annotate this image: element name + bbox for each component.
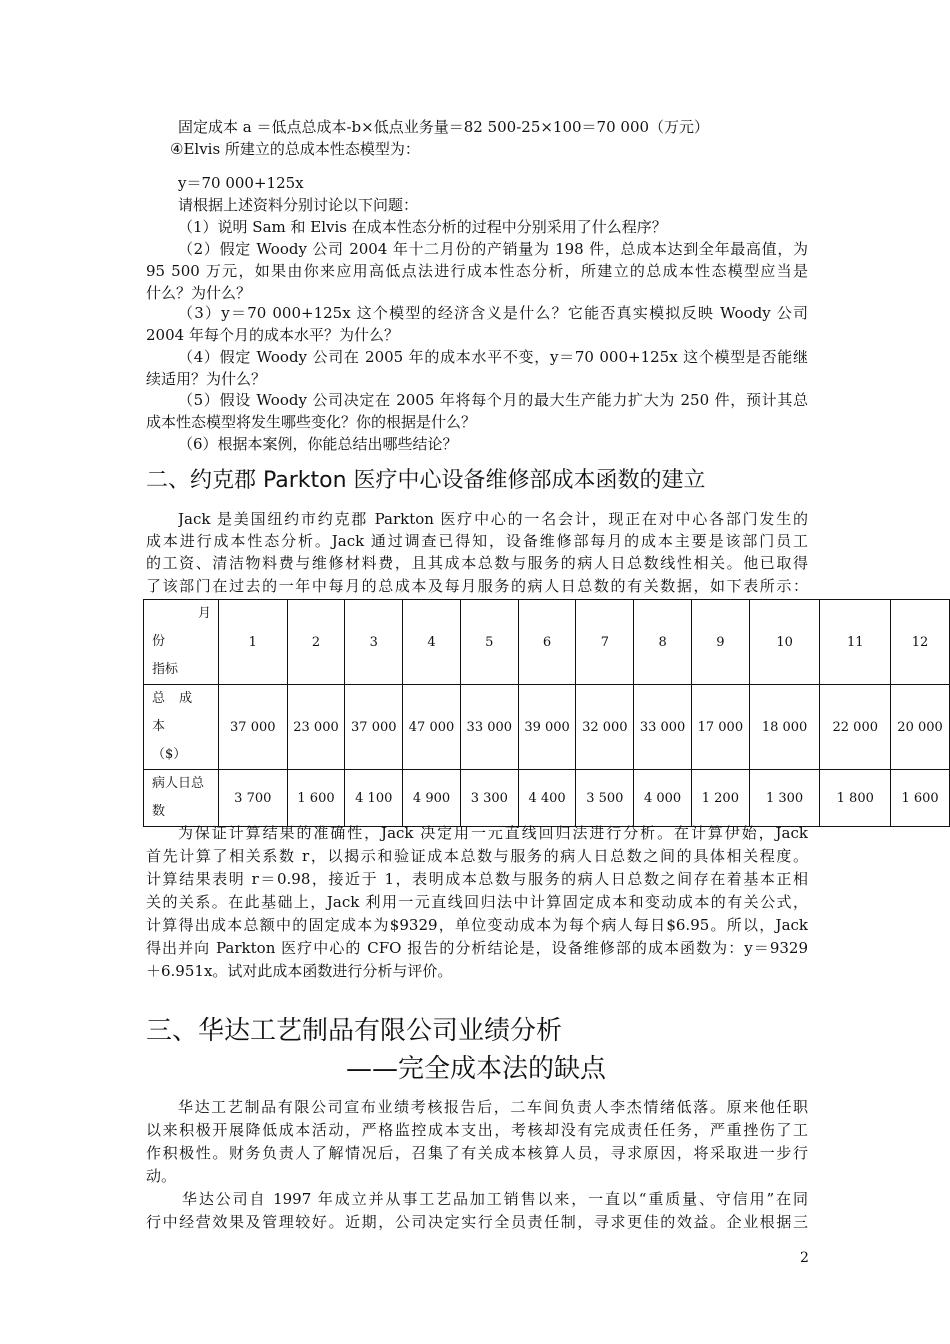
analysis-line: ＋6.951x。试对此成本函数进行分析与评价。 bbox=[146, 962, 453, 980]
table-row bbox=[144, 685, 950, 770]
elvis-model-label: ④Elvis 所建立的总成本性态模型为： bbox=[170, 140, 420, 158]
table-cell: 22 000 bbox=[820, 685, 891, 770]
month-header-cell: 11 bbox=[820, 600, 891, 685]
table-cell: 1 300 bbox=[749, 770, 820, 827]
row-label-text: 病人日总 bbox=[152, 776, 205, 791]
table-cell: 32 000 bbox=[576, 685, 634, 770]
table-cell: 47 000 bbox=[403, 685, 461, 770]
section-3-para1-line: 华达工艺制品有限公司宣布业绩考核报告后，二车间负责人李杰情绪低落。原来他任职 bbox=[178, 1098, 808, 1116]
month-header-cell: 10 bbox=[749, 600, 820, 685]
analysis-line: 得出并向 Parkton 医疗中心的 CFO 报告的分析结论是，设备维修部的成本函数为：y＝9329 bbox=[146, 939, 808, 957]
table-cell: 1 200 bbox=[691, 770, 749, 827]
section-2-intro-line: 成本进行成本性态分析。Jack 通过调查已得知，设备维修部每月的成本主要是该部门员工 bbox=[146, 532, 808, 550]
section-3-para1-line: 作积极性。财务负责人了解情况后，召集了有关成本核算人员，寻求原因，将采取进一步行 bbox=[146, 1144, 808, 1162]
page-number: 2 bbox=[800, 1250, 809, 1266]
table-cell: 37 000 bbox=[345, 685, 403, 770]
month-header-cell: 8 bbox=[634, 600, 692, 685]
elvis-model-equation: y＝70 000+125x bbox=[178, 174, 304, 192]
question-2-line-3: 什么？为什么？ bbox=[146, 284, 252, 302]
table-cell: 23 000 bbox=[287, 685, 345, 770]
section-2-intro-line: 了该部门在过去的一年中每月的总成本及每月服务的病人日总数的有关数据，如下表所示： bbox=[146, 577, 808, 595]
table-cell: 20 000 bbox=[891, 685, 950, 770]
table-cell: 1 800 bbox=[820, 770, 891, 827]
month-header-cell: 3 bbox=[345, 600, 403, 685]
section-3-subheading: ——完全成本法的缺点 bbox=[346, 1054, 607, 1084]
question-1: （1）说明 Sam 和 Elvis 在成本性态分析的过程中分别采用了什么程序？ bbox=[178, 218, 667, 236]
month-header-cell: 5 bbox=[460, 600, 518, 685]
month-header-cell: 2 bbox=[287, 600, 345, 685]
table-cell: 1 600 bbox=[287, 770, 345, 827]
table-cell: 33 000 bbox=[634, 685, 692, 770]
question-2-line-1: （2）假定 Woody 公司 2004 年十二月份的产销量为 198 件，总成本达到全年最高值，为 bbox=[178, 240, 808, 258]
table-cell: 4 900 bbox=[403, 770, 461, 827]
fixed-cost-formula: 固定成本 a ＝低点总成本-b×低点业务量＝82 500-25×100＝70 000（万元） bbox=[178, 118, 710, 136]
analysis-line: 为保证计算结果的准确性，Jack 决定用一元直线回归法进行分析。在计算伊始，Jack bbox=[178, 824, 808, 842]
analysis-line: 首先计算了相关系数 r，以揭示和验证成本总数与服务的病人日总数之间的具体相关程度。 bbox=[146, 847, 808, 865]
section-3-para2-line: 行中经营效果及管理较好。近期，公司决定实行全员责任制，寻求更佳的效益。企业根据三 bbox=[146, 1213, 808, 1231]
corner-month-label-2: 份 bbox=[152, 634, 166, 649]
row-label-text-2: 数 bbox=[152, 804, 166, 819]
table-cell: 3 300 bbox=[460, 770, 518, 827]
table-header-row bbox=[144, 600, 950, 685]
section-2-intro-line: 的工资、清洁物料费与维修材料费，且其成本总数与服务的病人日总数线性相关。他已取得 bbox=[146, 554, 808, 572]
section-2-heading: 二、约克郡 Parkton 医疗中心设备维修部成本函数的建立 bbox=[146, 468, 706, 493]
row-label-patient-days bbox=[144, 770, 219, 827]
table-cell: 37 000 bbox=[218, 685, 287, 770]
month-header-cell: 9 bbox=[691, 600, 749, 685]
table-cell: 3 500 bbox=[576, 770, 634, 827]
header-corner-cell bbox=[144, 600, 219, 685]
analysis-line: 计算结果表明 r＝0.98，接近于 1，表明成本总数与服务的病人日总数之间存在着基本正相 bbox=[146, 870, 808, 888]
section-3-para2-line: 华达公司自 1997 年成立并从事工艺品加工销售以来，一直以“重质量、守信用”在同 bbox=[182, 1190, 808, 1208]
question-5-line-2: 成本性态模型将发生哪些变化？你的根据是什么？ bbox=[146, 413, 477, 431]
analysis-line: 关的关系。在此基础上，Jack 利用一元直线回归法中计算固定成本和变动成本的有关公式， bbox=[146, 893, 808, 911]
month-header-cell: 6 bbox=[518, 600, 576, 685]
month-header-cell: 1 bbox=[218, 600, 287, 685]
question-4-line-2: 续适用？为什么？ bbox=[146, 370, 267, 388]
analysis-line: 计算得出成本总额中的固定成本为$9329，单位变动成本为每个病人每日$6.95。所以，Jack bbox=[146, 916, 808, 934]
table-row bbox=[144, 770, 950, 827]
section-3-para1-line: 动。 bbox=[146, 1167, 177, 1185]
question-5-line-1: （5）假设 Woody 公司决定在 2005 年将每个月的最大生产能力扩大为 250 件，预计其总 bbox=[178, 391, 808, 409]
section-3-heading: 三、华达工艺制品有限公司业绩分析 bbox=[146, 1016, 563, 1046]
section-2-intro-line: Jack 是美国纽约市约克郡 Parkton 医疗中心的一名会计，现正在对中心各部门发生的 bbox=[178, 510, 808, 528]
questions-intro: 请根据上述资料分别讨论以下问题： bbox=[178, 196, 419, 214]
table-cell: 39 000 bbox=[518, 685, 576, 770]
row-label-unit: （$） bbox=[152, 747, 187, 762]
month-header-cell: 4 bbox=[403, 600, 461, 685]
corner-indicator-label: 指标 bbox=[152, 662, 179, 677]
question-3-line-2: 2004 年每个月的成本水平？为什么？ bbox=[146, 326, 399, 344]
question-2-line-2: 95 500 万元，如果由你来应用高低点法进行成本性态分析，所建立的总成本性态模型应当是 bbox=[146, 262, 808, 280]
table-cell: 4 000 bbox=[634, 770, 692, 827]
row-label-total-cost bbox=[144, 685, 219, 770]
section-3-para1-line: 以来积极开展降低成本活动，严格监控成本支出，考核却没有完成责任任务，严重挫伤了工 bbox=[146, 1121, 808, 1139]
table-cell: 4 100 bbox=[345, 770, 403, 827]
corner-month-label: 月 bbox=[198, 606, 212, 621]
table-cell: 17 000 bbox=[691, 685, 749, 770]
table-cell: 18 000 bbox=[749, 685, 820, 770]
month-header-cell: 12 bbox=[891, 600, 950, 685]
table-cell: 3 700 bbox=[218, 770, 287, 827]
question-4-line-1: （4）假定 Woody 公司在 2005 年的成本水平不变，y＝70 000+125x 这个模型是否能继 bbox=[178, 348, 808, 366]
table-cell: 33 000 bbox=[460, 685, 518, 770]
table-cell: 1 600 bbox=[891, 770, 950, 827]
cost-data-table bbox=[143, 599, 950, 827]
table-cell: 4 400 bbox=[518, 770, 576, 827]
month-header-cell: 7 bbox=[576, 600, 634, 685]
row-label-text: 总 成 本 bbox=[152, 691, 198, 734]
question-3-line-1: （3）y＝70 000+125x 这个模型的经济含义是什么？它能否真实模拟反映 Woody 公司 bbox=[178, 304, 808, 322]
question-6: （6）根据本案例，你能总结出哪些结论？ bbox=[178, 435, 458, 453]
